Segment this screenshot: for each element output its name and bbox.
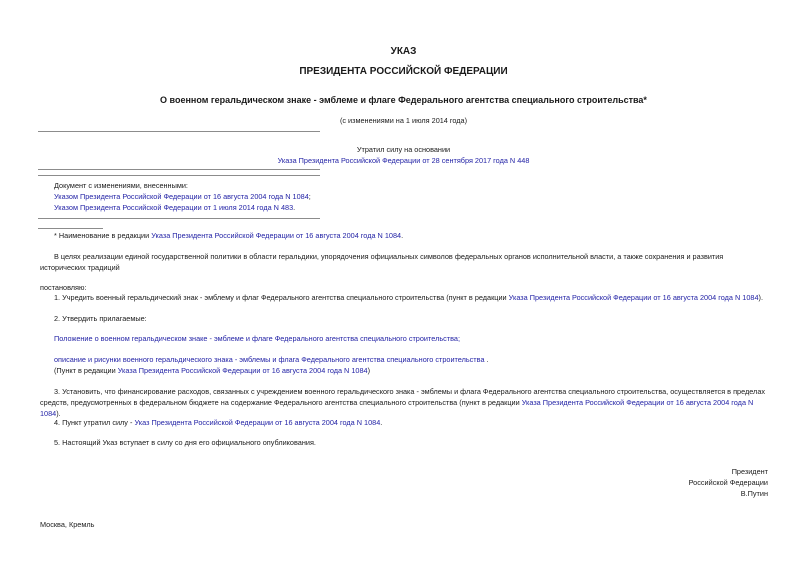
clause-3-text: 3. Установить, что финансирование расходов, связанных с учреждением военного геральдического знака - эмблемы и флага Федерального агентства специального строительства, осуществляется в пределах средств, предусмотренных в федеральном бюджете на содержание Федерального агентства специального строительства (пункт в редакции [40,387,766,407]
clause-2: 2. Утвердить прилагаемые: [54,314,147,323]
amendment-link-2[interactable]: Указом Президента Российской Федерации от 1 июля 2014 года N 483 [54,203,294,212]
clause-2-note: (Пункт в редакции Указа Президента Российской Федерации от 16 августа 2004 года N 1084) [54,366,371,375]
divider [38,169,320,170]
lost-force-link[interactable]: Указа Президента Российской Федерации от 28 сентября 2017 года N 448 [277,156,530,165]
divider [38,175,320,176]
lost-force-label: Утратил силу на основании [356,145,451,154]
amendments-intro: Документ с изменениями, внесенными: [54,181,188,190]
amendment-item-1: Указом Президента Российской Федерации от 16 августа 2004 года N 1084; [54,192,311,201]
clause-4-link[interactable]: Указ Президента Российской Федерации от 16 августа 2004 года N 1084 [134,418,381,427]
clause-5: 5. Настоящий Указ вступает в силу со дня его официального опубликования. [54,438,316,447]
signature-name: В.Путин [740,489,768,498]
clause-4: 4. Пункт утратил силу - Указ Президента Российской Федерации от 16 августа 2004 года N 1084. [54,418,383,427]
amendment-item-2: Указом Президента Российской Федерации от 1 июля 2014 года N 483. [54,203,296,212]
signature-title: Президент [731,467,768,476]
signature-block [689,466,768,499]
decree-subject: О военном геральдическом знаке - эмблеме и флаге Федерального агентства специального строительства* [160,95,647,105]
changes-note: (с изменениями на 1 июля 2014 года) [339,116,468,125]
clause-2-note-link[interactable]: Указа Президента Российской Федерации от 16 августа 2004 года N 1084 [117,366,368,375]
clause-3: 3. Установить, что финансирование расходов, связанных с учреждением военного геральдического знака - эмблемы и флага Федерального агентства специального строительства, осуществляется в пределах средств, предусмотренных в федеральном бюджете на содержание Федерального агентства специального строительства (пункт в редакции Указа Президента Российской Федерации от 16 августа 2004 года N 1084). [40,387,766,418]
clause-3-link[interactable]: Указа Президента Российской Федерации от 16 августа 2004 года N 1084 [40,398,754,418]
clause-1-link[interactable]: Указа Президента Российской Федерации от 16 августа 2004 года N 1084 [508,293,759,302]
preamble: В целях реализации единой государственной политики в области геральдики, упорядочения официальных символов федеральных органов исполнительной власти, а также сохранения и развития исторических традиций [40,252,724,272]
clause-1-text: 1. Учредить военный геральдический знак - эмблему и флаг Федерального агентства специального строительства (пункт в редакции [54,293,509,302]
clause-1: 1. Учредить военный геральдический знак - эмблему и флаг Федерального агентства специального строительства (пункт в редакции Указа Президента Российской Федерации от 16 августа 2004 года N 1084). [54,293,763,302]
resolve-word: постановляю: [40,283,87,292]
clause-2-link-regulation[interactable]: Положение о военном геральдическом знаке - эмблеме и флаге Федерального агентства специального строительства; [54,334,461,343]
footnote-divider [38,228,103,229]
amendment-link-1[interactable]: Указом Президента Российской Федерации от 16 августа 2004 года N 1084 [54,192,309,201]
clause-4-text: 4. Пункт утратил силу - [54,418,135,427]
divider [38,131,320,132]
footnote-link[interactable]: Указа Президента Российской Федерации от 16 августа 2004 года N 1084 [151,231,402,240]
clause-2-link-description[interactable]: описание и рисунки военного геральдического знака - эмблемы и флага Федерального агентства специального строительства [54,355,485,364]
decree-issuer: ПРЕЗИДЕНТА РОССИЙСКОЙ ФЕДЕРАЦИИ [299,66,508,77]
footnote-text: * Наименование в редакции [54,231,152,240]
clause-2-item-2: описание и рисунки военного геральдического знака - эмблемы и флага Федерального агентства специального строительства . [54,355,489,364]
decree-title: УКАЗ [390,46,417,57]
signing-place: Москва, Кремль [40,520,95,529]
divider [38,218,320,219]
signature-country: Российской Федерации [688,478,768,487]
footnote: * Наименование в редакции Указа Президента Российской Федерации от 16 августа 2004 года N 1084. [54,231,404,240]
clause-2-note-text: (Пункт в редакции [54,366,118,375]
